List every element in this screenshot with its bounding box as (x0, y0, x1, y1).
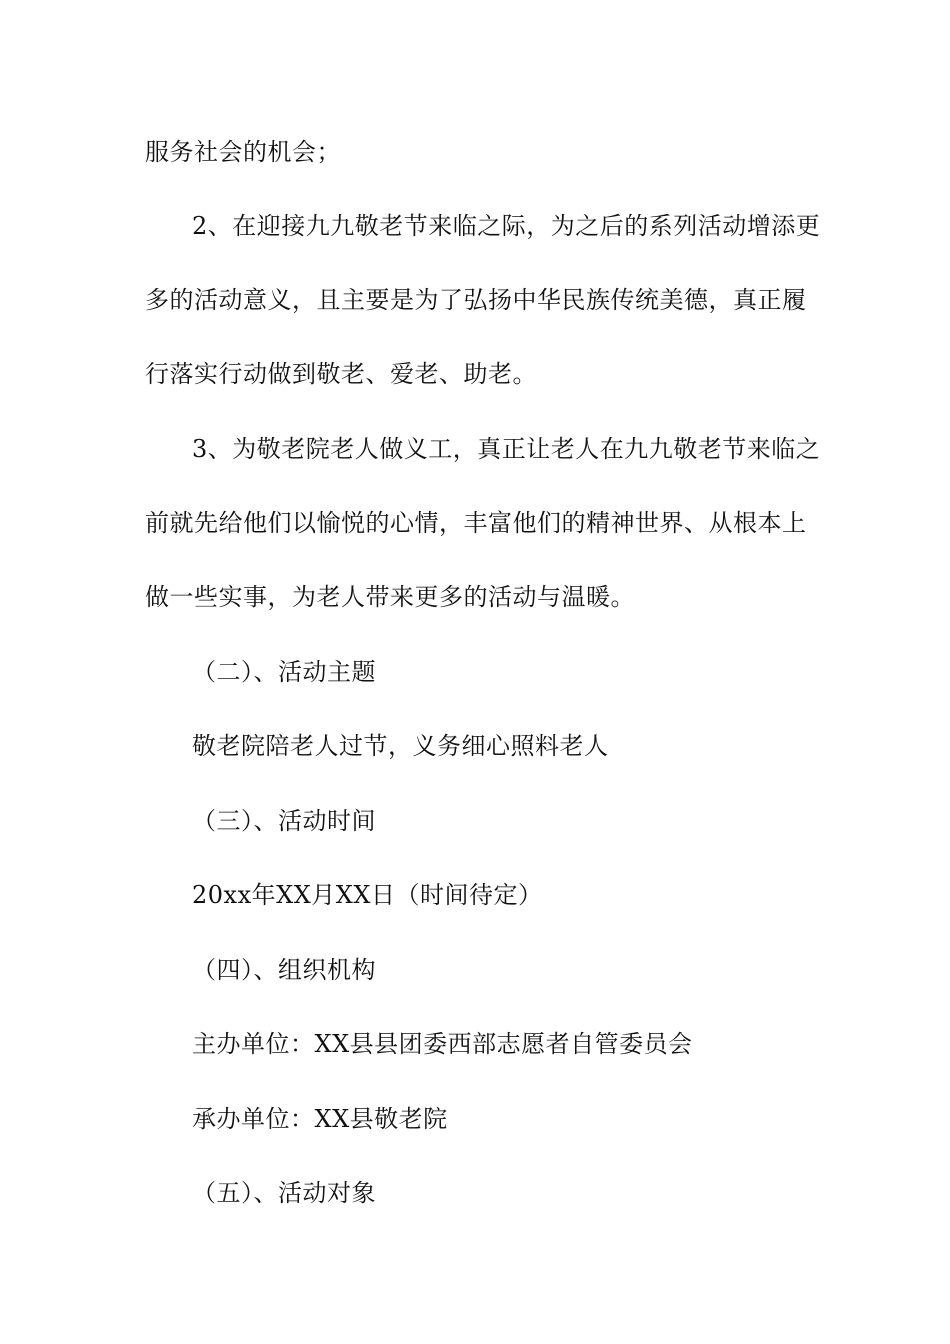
paragraph-line: 行落实行动做到敬老、爱老、助老。 (145, 360, 537, 388)
section-heading: （二）、活动主题 (192, 658, 376, 686)
paragraph-line: 2、在迎接九九敬老节来临之际，为之后的系列活动增添更 (192, 212, 821, 240)
paragraph-line: 敬老院陪老人过节，义务细心照料老人 (192, 732, 609, 760)
paragraph-line: 前就先给他们以愉悦的心情，丰富他们的精神世界、从根本上 (145, 509, 807, 537)
paragraph-line: 多的活动意义，且主要是为了弘扬中华民族传统美德，真正履 (145, 286, 807, 314)
paragraph-line: 做一些实事，为老人带来更多的活动与温暖。 (145, 583, 635, 611)
paragraph-line: 承办单位：XX县敬老院 (192, 1105, 448, 1133)
section-heading: （三）、活动时间 (192, 807, 376, 835)
paragraph-line: 主办单位：XX县县团委西部志愿者自管委员会 (192, 1030, 693, 1058)
paragraph-line: 服务社会的机会； (145, 138, 341, 166)
section-heading: （五）、活动对象 (192, 1179, 376, 1207)
paragraph-line: 3、为敬老院老人做义工，真正让老人在九九敬老节来临之 (192, 435, 821, 463)
section-heading: （四）、组织机构 (192, 956, 376, 984)
paragraph-line: 20xx年XX月XX日（时间待定） (192, 881, 543, 909)
